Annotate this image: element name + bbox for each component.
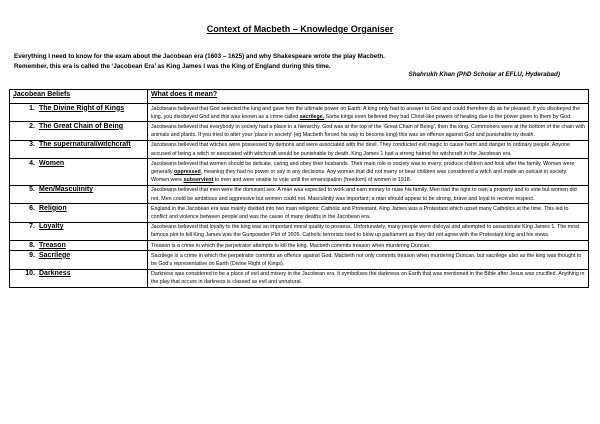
meaning-text: Jacobeans believed that women should be delicate, caring and obey their husbands. Their main role in society was to marry, produce children and look after the family. Women were generally <box>151 160 575 175</box>
table-row <box>10 222 589 240</box>
intro-line-1: Everything I need to know for the exam about the Jacobean era (1603 – 1625) and why Shakespeare wrote the play Macbeth. <box>14 53 385 60</box>
belief-cell <box>10 269 148 287</box>
row-number: 8. <box>29 241 35 249</box>
belief-term: The supernatural/witchcraft <box>39 141 131 149</box>
meaning-cell <box>148 204 589 222</box>
author: Shahrukh Khan (PhD Scholar at EFLU, Hyderabad) <box>408 71 560 78</box>
key-term: sacrilege. <box>299 113 325 120</box>
row-number: 5. <box>29 186 35 194</box>
key-term: subservient <box>183 177 214 184</box>
belief-term: Sacrilege <box>39 251 71 259</box>
row-number: 6. <box>29 204 35 212</box>
knowledge-table <box>9 89 589 288</box>
row-number: 1. <box>29 104 35 112</box>
belief-term: The Divine Right of Kings <box>39 104 125 112</box>
meaning-cell <box>148 122 589 140</box>
page-title: Context of Macbeth – Knowledge Organiser <box>206 24 394 34</box>
meaning-cell <box>148 251 589 269</box>
meaning-text: Jacobeans believed that witches were possessed by demons and were associated with the devil. They conducted evil magic to cause harm and danger to ordinary people. Anyone accused of being a witch or associated with witchcraft would be punishable by death. King James 1 had a strong hatred for witchcraft in the Jacobean era. <box>151 142 570 157</box>
belief-cell <box>10 241 148 251</box>
belief-cell <box>10 204 148 222</box>
meaning-text: , meaning they had no power or say in any decisions. Any woman that did not marry or bear children was considered a witch and made an outcast in society. Women were <box>151 168 568 184</box>
row-number: 3. <box>29 141 35 149</box>
meaning-text: Treason is a crime in which the perpetrator attempts to kill the king. Macbeth commits treason when murdering Duncan. <box>151 242 431 249</box>
belief-term: Treason <box>39 241 66 249</box>
row-number: 10. <box>25 270 35 278</box>
meaning-text: Some kings even believed they had Christ-like powers of healing due to the power given to them by God. <box>324 113 572 120</box>
meaning-cell <box>148 241 589 251</box>
table-row <box>10 122 589 140</box>
belief-cell <box>10 104 148 122</box>
meaning-text: Jacobeans believed that God selected the king and gave him the ultimate power on Earth. A king only had to answer to God and could therefore do as he pleased. If you disobeyed the king, you disobeyed God and this was known as a crime called <box>151 105 581 120</box>
belief-cell <box>10 122 148 140</box>
meaning-cell <box>148 159 589 186</box>
table-row <box>10 251 589 269</box>
meaning-text: Jacobeans believed that loyalty to the king was an important moral quality to possess. Unfortunately, many people were disloyal and attempted to assassinate King James 1. The most famous plot to kill King James was the Gunpowder Plot of 1605. Catholic terrorists tried to blow up parliament as they did not agree with the Protestant king and his views. <box>151 224 580 239</box>
belief-term: Women <box>39 159 65 167</box>
meaning-cell <box>148 269 589 287</box>
belief-term: Loyalty <box>39 223 64 231</box>
belief-cell <box>10 222 148 240</box>
table-header-row <box>10 90 589 104</box>
belief-term: Men/Masculinity <box>39 186 94 194</box>
key-term: oppressed <box>173 168 201 175</box>
meaning-cell <box>148 140 589 158</box>
belief-term: Religion <box>39 204 67 212</box>
row-number: 2. <box>29 122 35 130</box>
table-row <box>10 104 589 122</box>
header-meaning: What does it mean? <box>148 90 589 104</box>
row-number: 9. <box>29 251 35 259</box>
meaning-cell <box>148 222 589 240</box>
belief-cell <box>10 159 148 186</box>
table-row <box>10 159 589 186</box>
table-row <box>10 269 589 287</box>
row-number: 4. <box>29 159 35 167</box>
meaning-text: to men and were unable to vote until the emancipation (freedom) of women in 1918. <box>213 177 412 184</box>
meaning-cell <box>148 104 589 122</box>
header-beliefs: Jacobean Beliefs <box>10 90 148 104</box>
meaning-text: Sacrilege is a crime in which the perpetrator commits an offence against God. Macbeth not only commits treason when murdering Duncan, but sacrilege also as the king was thought to be God’s representative on Earth (Divine Right of Kings). <box>151 252 582 267</box>
table-row <box>10 140 589 158</box>
meaning-text: England in the Jacobean era was mainly divided into two main religions; Catholic and Protestant. King James was a Protestant which upset many Catholics at the time. This led to conflict and violence between people and was the cause of many deaths in the Jacobean era. <box>151 205 569 220</box>
belief-cell <box>10 140 148 158</box>
belief-cell <box>10 185 148 203</box>
belief-term: Darkness <box>39 270 71 278</box>
intro-line-2: Remember, this era is called the ‘Jacobean Era’ as King James I was the King of England during this time. <box>14 63 331 70</box>
table-row <box>10 204 589 222</box>
table-row <box>10 241 589 251</box>
meaning-text: Jacobeans believed that everybody in society had a place in a hierarchy. God was at the top of the ‘Great Chain of Being’, then the king. Commoners were at the bottom of the chain with animals and plants. If you tried to alter your ‘place in society’ (eg Macbeth forced his way to become king) this was an offence against God and punishable by death. <box>151 123 585 139</box>
meaning-cell <box>148 185 589 203</box>
table-row <box>10 185 589 203</box>
meaning-text: Jacobeans believed that men were the dominant sex. A man was expected to work and earn money to raise his family. Men had the right to own a property and to vote but women did not. Men could be ambitious and aggressive but women could not. Masculinity was important; a man should appear to be strong, brave and loyal to receive respect. <box>151 187 577 202</box>
meaning-text: Darkness was considered to be a place of evil and misery in the Jacobean era. It symbolises the darkness on Earth that was mentioned in the Bible after Jesus was crucified. Anything in the play that occurs in darkness is classed as evil and unnatural. <box>151 271 585 286</box>
belief-term: The Great Chain of Being <box>39 122 124 130</box>
intro <box>14 52 589 72</box>
belief-cell <box>10 251 148 269</box>
row-number: 7. <box>29 223 35 231</box>
